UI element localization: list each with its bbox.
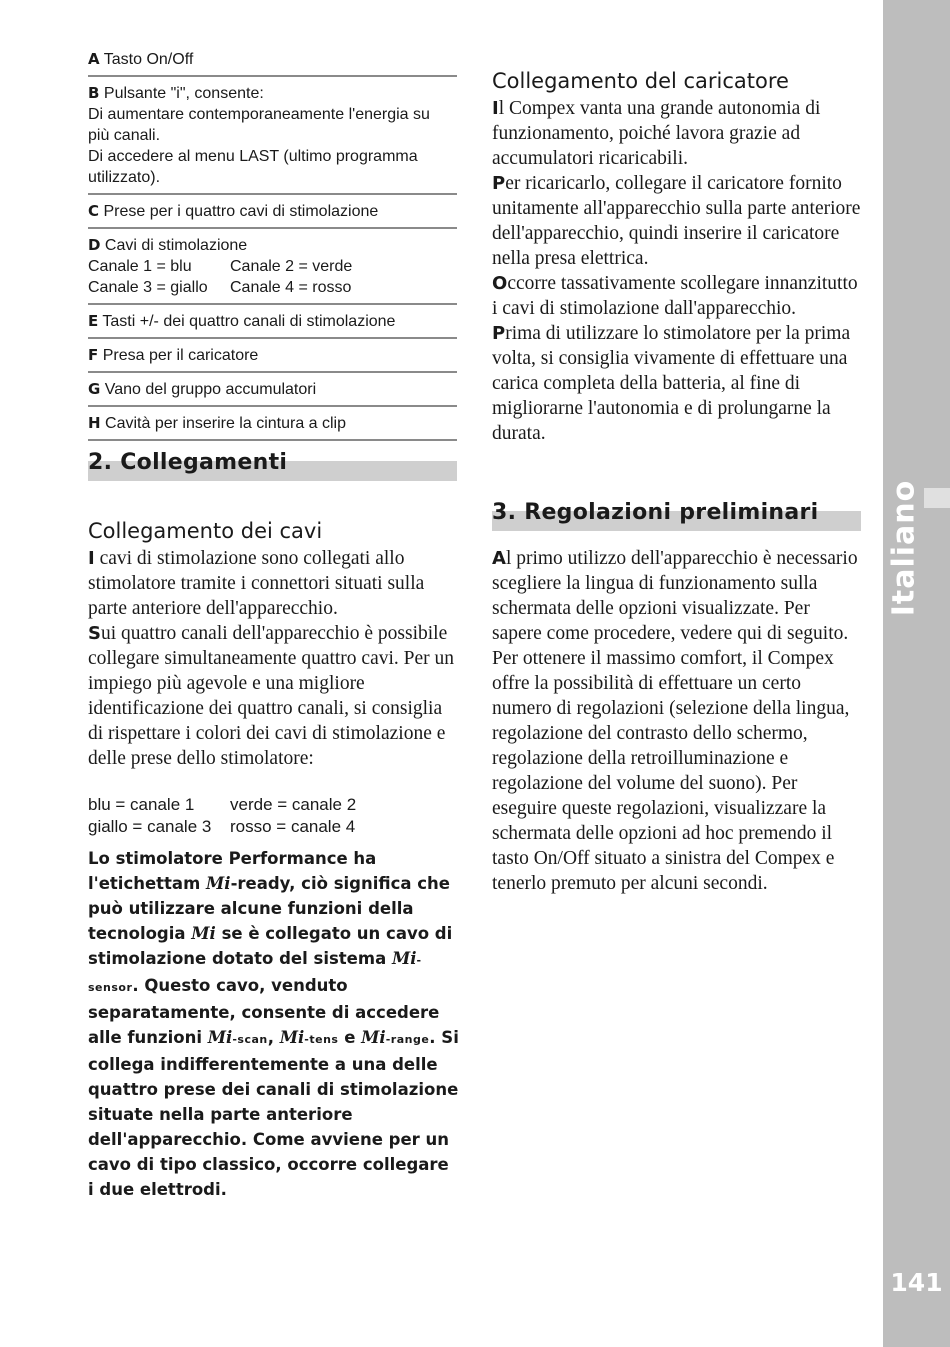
legend-line: [88, 413, 457, 434]
paragraph-initial: S: [88, 623, 101, 644]
legend-line: [88, 146, 457, 167]
channel-row: [88, 256, 457, 277]
settings-body-text: [492, 546, 864, 896]
legend-key: H: [88, 414, 101, 432]
legend-text: Di accedere al menu LAST (ultimo programma: [88, 148, 418, 165]
legend-line: [88, 235, 457, 256]
legend-key: A: [88, 50, 100, 68]
mi-logo: Mi: [279, 1028, 305, 1047]
cables-subheading: Collegamento dei cavi: [88, 519, 323, 543]
language-label: Italiano: [886, 479, 922, 617]
charger-subheading: Collegamento del caricatore: [492, 69, 789, 93]
legend-key: C: [88, 202, 100, 220]
paragraph: [88, 546, 460, 621]
page-number: 141: [890, 1268, 943, 1297]
legend-item: [88, 233, 457, 305]
sidebar-strip: [883, 0, 950, 1347]
legend-key: E: [88, 312, 99, 330]
channel-color: Canale 1 = blu: [88, 258, 192, 275]
charger-body-text: [492, 96, 864, 446]
color-channel-pairs: [88, 794, 356, 838]
legend-item: [88, 411, 457, 441]
section-3-heading-bar: [492, 500, 861, 531]
channel-row: [88, 277, 457, 298]
cables-body-text: [88, 546, 460, 771]
legend-key: F: [88, 346, 99, 364]
legend-text: Presa per il caricatore: [102, 347, 259, 364]
legend-item: [88, 199, 457, 229]
section-2-title: 2. Collegamenti: [88, 450, 288, 475]
paragraph-initial: I: [492, 98, 499, 119]
paragraph-initial: P: [492, 323, 506, 344]
component-legend: [88, 47, 457, 445]
mi-ready-note: Lo stimolatore Performance ha l'etichettam Mi-ready, ciò significa che può utilizzare alcune funzioni della tecnologia Mi se è collegato un cavo di stimolazione dotato del sistema Mi-sensor. Questo cavo, venduto separatamente, consente di accedere alle funzioni Mi-scan, Mi-tens e Mi-range. Si collega indifferentemente a una delle quattro prese dei canali di stimolazione situate nella parte anteriore dell'apparecchio. Come avviene per un cavo di tipo classico, occorre collegare i due elettrodi.: [88, 849, 459, 1199]
paragraph: [492, 271, 864, 321]
section-3-title: 3. Regolazioni preliminari: [492, 500, 819, 525]
pair-item: giallo = canale 3: [88, 817, 212, 836]
legend-text: Cavi di stimolazione: [104, 237, 248, 254]
legend-line: [88, 345, 457, 366]
legend-text: Cavità per inserire la cintura a clip: [105, 415, 347, 432]
paragraph-text: l primo utilizzo dell'apparecchio è necessario scegliere la lingua di funzionamento sulla schermata delle opzioni visualizzate. Per sapere come procedere, vedere qui di seguito. Per ottenere il massimo comfort, il Compex offre la possibilità di effettuare un certo numero di regolazioni (selezione della lingua, regolazione del contrasto dello schermo, regolazione della retroilluminazione e regolazione del volume del suono). Per eseguire queste regolazioni, visualizzare la schermata delle opzioni ad hoc premendo il tasto On/Off situato a sinistra del Compex e tenerlo premuto per alcuni secondi.: [492, 548, 858, 894]
mi-logo: Mi: [206, 874, 231, 893]
legend-text: Di aumentare contemporaneamente l'energia su: [88, 106, 430, 123]
legend-line: [88, 125, 457, 146]
mi-logo: Mi: [391, 949, 417, 968]
legend-text: più canali.: [88, 127, 161, 144]
paragraph-text: er ricaricarlo, collegare il caricatore fornito unitamente all'apparecchio sulla parte anteriore dell'apparecchio, quindi inserire il caricatore nella presa elettrica.: [492, 173, 861, 269]
legend-item: [88, 81, 457, 195]
mi-logo: Mi: [207, 1028, 233, 1047]
pair-row: [88, 794, 356, 816]
paragraph: [492, 171, 864, 271]
paragraph-initial: A: [492, 548, 506, 569]
mi-logo: Mi: [361, 1028, 386, 1047]
legend-text: Pulsante "i", consente:: [103, 85, 264, 102]
paragraph-initial: I: [88, 548, 95, 569]
legend-text: utilizzato).: [88, 169, 161, 186]
pair-row: [88, 816, 356, 838]
paragraph: [88, 621, 460, 771]
legend-line: [88, 311, 457, 332]
legend-key: B: [88, 84, 100, 102]
paragraph-text: l Compex vanta una grande autonomia di funzionamento, poiché lavora grazie ad accumulatori ricaricabili.: [492, 98, 821, 169]
legend-key: D: [88, 236, 101, 254]
legend-line: [88, 104, 457, 125]
channel-color: Canale 3 = giallo: [88, 279, 208, 296]
legend-line: [88, 201, 457, 222]
mi-logo: Mi: [191, 924, 216, 943]
pair-item: verde = canale 2: [230, 795, 357, 814]
paragraph-text: rima di utilizzare lo stimolatore per la prima volta, si consiglia vivamente di effettuare una carica completa della batteria, al fine di migliorarne l'autonomia e di prolungarne la durata.: [492, 323, 851, 444]
legend-text: Vano del gruppo accumulatori: [104, 381, 317, 398]
channel-color: Canale 2 = verde: [230, 258, 353, 275]
section-2-heading-bar: [88, 450, 457, 481]
channel-color: Canale 4 = rosso: [230, 279, 352, 296]
paragraph: [492, 546, 864, 896]
legend-text: Prese per i quattro cavi di stimolazione: [103, 203, 379, 220]
legend-line: [88, 379, 457, 400]
legend-line: [88, 83, 457, 104]
paragraph-initial: O: [492, 273, 508, 294]
legend-item: [88, 309, 457, 339]
legend-key: G: [88, 380, 101, 398]
legend-text: Tasto On/Off: [103, 51, 194, 68]
legend-text: Tasti +/- dei quattro canali di stimolazione: [102, 313, 396, 330]
paragraph: [492, 321, 864, 446]
paragraph-text: ccorre tassativamente scollegare innanzitutto i cavi di stimolazione dall'apparecchio.: [492, 273, 858, 319]
legend-line: [88, 49, 457, 70]
legend-item: [88, 47, 457, 77]
paragraph: [492, 96, 864, 171]
legend-item: [88, 343, 457, 373]
language-tab-notch: [924, 488, 950, 508]
pair-item: blu = canale 1: [88, 795, 195, 814]
legend-line: [88, 167, 457, 188]
paragraph-text: ui quattro canali dell'apparecchio è possibile collegare simultaneamente quattro cavi. Per un impiego più agevole e una migliore identificazione dei quattro canali, si consiglia di rispettare i colori dei cavi di stimolazione e delle prese dello stimolatore:: [88, 623, 455, 769]
paragraph-text: cavi di stimolazione sono collegati allo stimolatore tramite i connettori situati sulla parte anteriore dell'apparecchio.: [88, 548, 425, 619]
paragraph-initial: P: [492, 173, 506, 194]
pair-item: rosso = canale 4: [230, 817, 356, 836]
legend-item: [88, 377, 457, 407]
